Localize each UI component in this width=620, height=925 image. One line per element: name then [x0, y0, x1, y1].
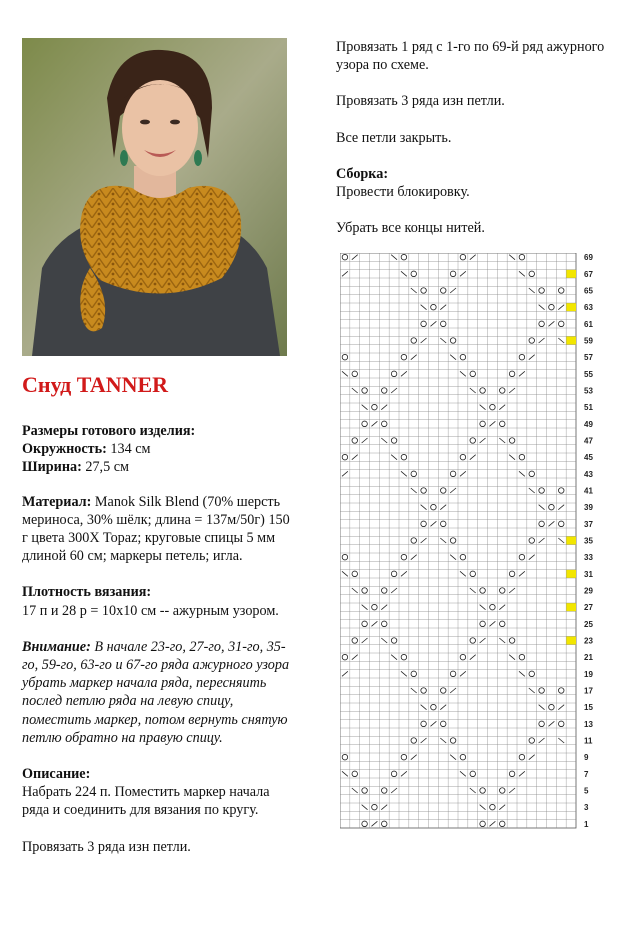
row-label-31: 31	[584, 569, 593, 579]
instruction-5: Убрать все концы нитей.	[336, 220, 485, 237]
row-label-5: 5	[584, 786, 589, 796]
row-label-9: 9	[584, 753, 589, 763]
instruction-1: Провязать 1 ряд с 1-го по 69-й ряд ажурного узора по схеме.	[336, 39, 605, 74]
row-label-69: 69	[584, 253, 593, 263]
row-label-65: 65	[584, 286, 593, 296]
width-value: 27,5 см	[81, 459, 130, 476]
row-label-47: 47	[584, 436, 593, 446]
row-label-11: 11	[584, 736, 593, 746]
pattern-title: Снуд TANNER	[22, 372, 169, 397]
description-text-2: Провязать 3 ряда изн петли.	[22, 838, 191, 855]
row-label-63: 63	[584, 303, 593, 313]
attention-section	[22, 638, 292, 747]
marker-cell-31	[566, 570, 576, 578]
row-label-33: 33	[584, 553, 593, 563]
row-label-25: 25	[584, 619, 593, 629]
instruction-2: Провязать 3 ряда изн петли.	[336, 93, 505, 110]
attention-label: Внимание:	[22, 638, 91, 655]
row-label-23: 23	[584, 636, 593, 646]
circumference-label: Окружность:	[22, 441, 107, 458]
row-label-3: 3	[584, 803, 589, 813]
row-label-39: 39	[584, 503, 593, 513]
assembly-text: Провести блокировку.	[336, 184, 470, 201]
attention-text: В начале 23-го, 27-го, 31-го, 35-го, 59-го, 63-го и 67-го ряда ажурного узора убрать маркер начала ряда, пересняить послед петлю ряда на левую спицу, поместить маркер, потом вернуть снятую петлю обратно на правую спицу.	[22, 638, 290, 746]
marker-cell-63	[566, 303, 576, 311]
row-label-27: 27	[584, 603, 593, 613]
lace-pattern-chart	[340, 253, 602, 835]
description-heading: Описание:	[22, 766, 91, 783]
assembly-heading: Сборка:	[336, 165, 389, 182]
sizes-section	[22, 422, 292, 477]
row-label-19: 19	[584, 669, 593, 679]
row-label-55: 55	[584, 369, 593, 379]
row-label-17: 17	[584, 686, 593, 696]
marker-cell-59	[566, 336, 576, 344]
row-label-45: 45	[584, 453, 593, 463]
material-label: Материал:	[22, 493, 92, 510]
row-label-67: 67	[584, 269, 593, 279]
material-section	[22, 493, 292, 566]
row-label-49: 49	[584, 419, 593, 429]
description-text: Набрать 224 п. Поместить маркер начала ряда и соединить для вязания по кругу.	[22, 784, 270, 819]
row-label-61: 61	[584, 319, 593, 329]
description-section	[22, 765, 292, 820]
row-label-1: 1	[584, 819, 589, 829]
gauge-section	[22, 583, 292, 619]
model-photo	[22, 38, 287, 356]
width-label: Ширина:	[22, 459, 82, 476]
right-column	[336, 38, 606, 255]
row-label-57: 57	[584, 353, 593, 363]
row-label-43: 43	[584, 469, 593, 479]
left-column	[22, 422, 292, 874]
marker-cell-27	[566, 603, 576, 611]
gauge-heading: Плотность вязания:	[22, 584, 152, 601]
sizes-heading: Размеры готового изделия:	[22, 423, 196, 439]
row-label-13: 13	[584, 719, 593, 729]
assembly-section	[336, 165, 606, 201]
marker-cell-23	[566, 636, 576, 644]
marker-cell-67	[566, 270, 576, 278]
material-text: Manok Silk Blend (70% шерсть мериноса, 30% шёлк; длина = 137м/50г) 150 г цвета 300X Topaz; круговые спицы 5 мм длиной 60 см; маркеры петель; игла.	[22, 493, 290, 565]
instruction-3: Все петли закрыть.	[336, 129, 452, 146]
row-label-59: 59	[584, 336, 593, 346]
row-label-53: 53	[584, 386, 593, 396]
marker-cell-35	[566, 536, 576, 544]
row-label-7: 7	[584, 769, 589, 779]
row-label-21: 21	[584, 653, 593, 663]
row-label-51: 51	[584, 403, 593, 413]
row-label-35: 35	[584, 536, 593, 546]
row-label-41: 41	[584, 486, 593, 496]
circumference-value: 134 см	[106, 441, 151, 458]
row-label-15: 15	[584, 703, 593, 713]
row-label-29: 29	[584, 586, 593, 596]
gauge-text: 17 п и 28 р = 10х10 см -- ажурным узором.	[22, 602, 279, 619]
row-label-37: 37	[584, 519, 593, 529]
